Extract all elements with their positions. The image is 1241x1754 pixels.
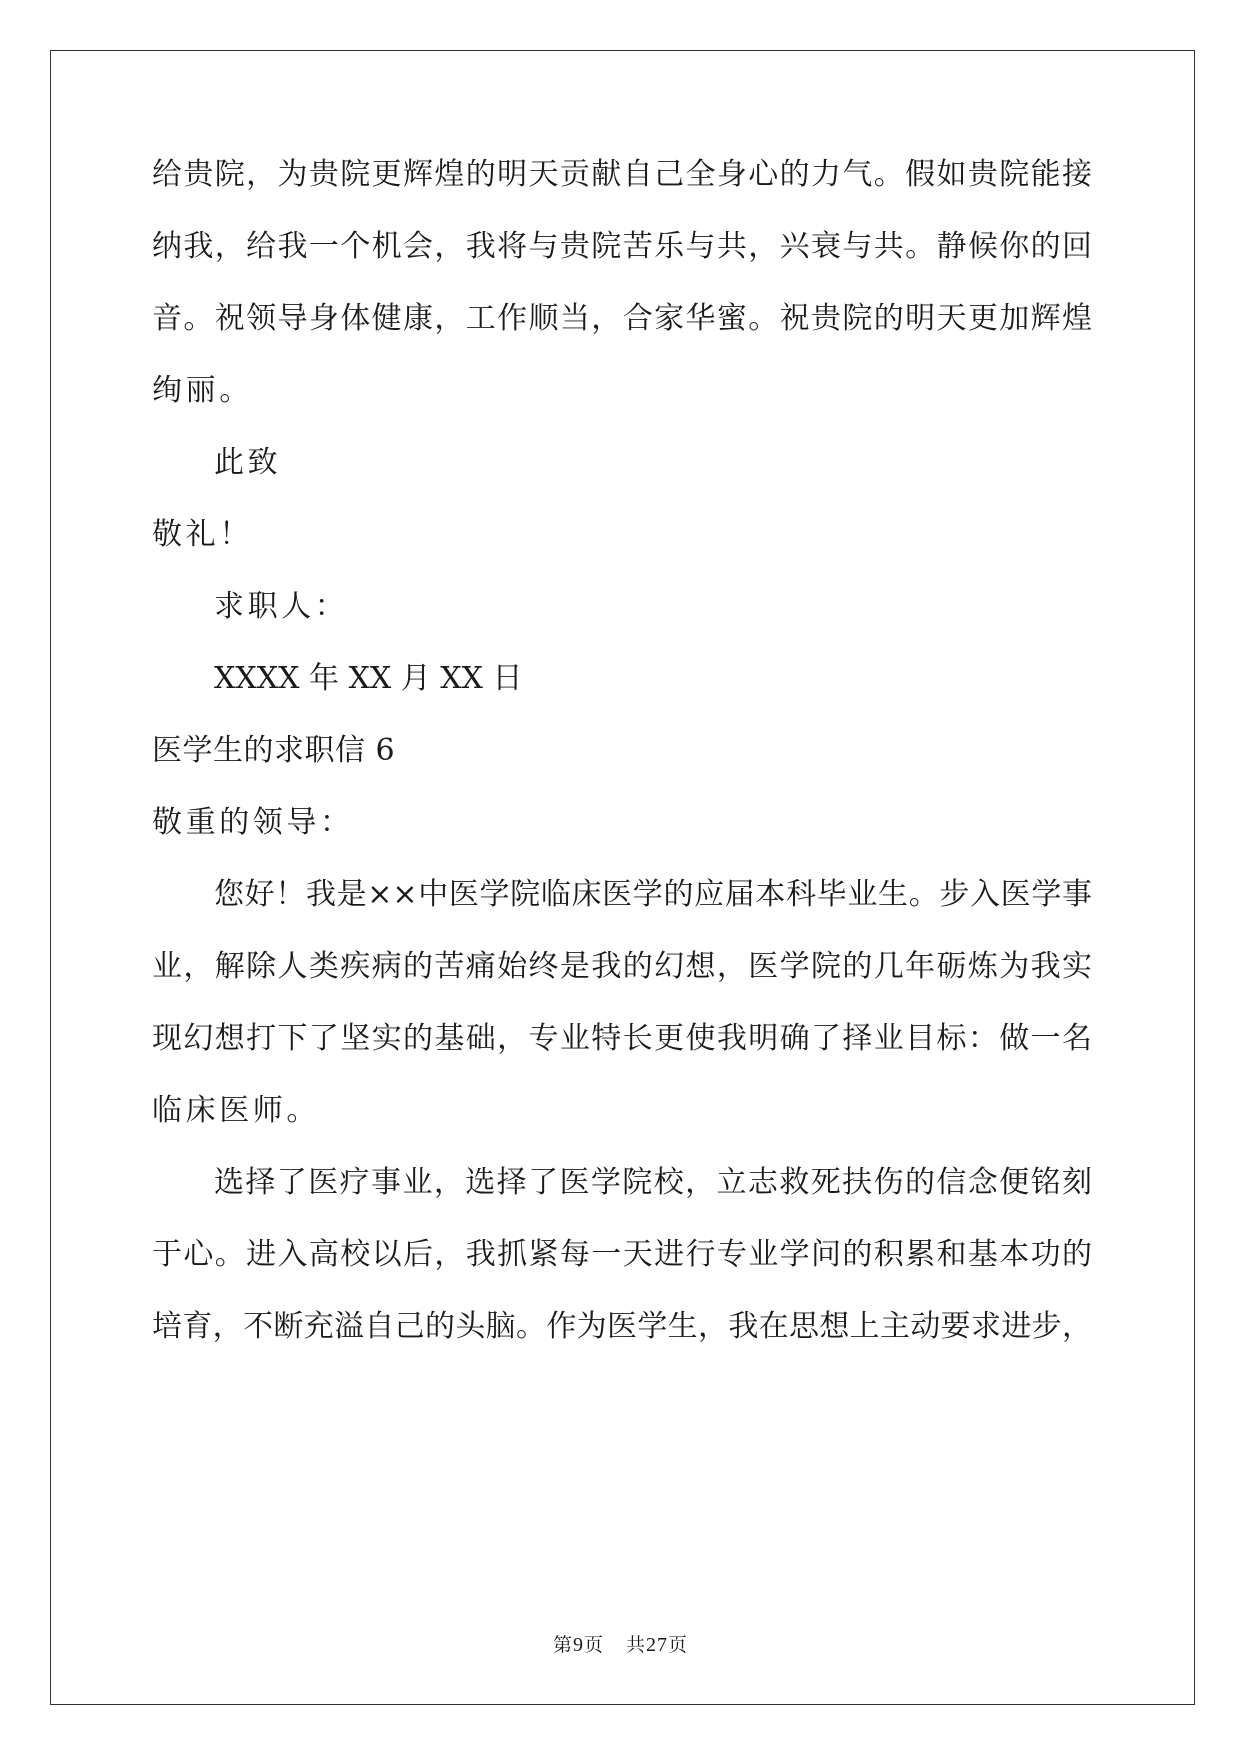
paragraph-line: 绚丽。 (152, 373, 253, 408)
paragraph-line: 选择了医疗事业，选择了医学院校，立志救死扶伤的信念便铭刻 (214, 1165, 1092, 1200)
paragraph-line: 给贵院，为贵院更辉煌的明天贡献自己全身心的力气。假如贵院能接 (152, 157, 1092, 192)
closing-regards: 敬礼！ (152, 517, 253, 552)
paragraph-line: 音。祝领导身体健康，工作顺当，合家华蜜。祝贵院的明天更加辉煌 (152, 301, 1092, 336)
paragraph-line: 业，解除人类疾病的苦痛始终是我的幻想，医学院的几年砺炼为我实 (152, 949, 1092, 984)
page-footer (0, 1630, 1241, 1657)
page-suffix: 页 (583, 1634, 604, 1656)
greeting: 敬重的领导： (152, 805, 354, 840)
applicant-signature: 求职人： (214, 589, 349, 624)
page-current: 9 (572, 1634, 584, 1656)
paragraph-line: 培育，不断充溢自己的头脑。作为医学生，我在思想上主动要求进步， (152, 1309, 1092, 1344)
total-prefix: 共 (626, 1634, 647, 1656)
paragraph-line: 您好！我是××中医学院临床医学的应届本科毕业生。步入医学事 (214, 877, 1092, 912)
paragraph-line: 现幻想打下了坚实的基础，专业特长更使我明确了择业目标：做一名 (152, 1021, 1092, 1056)
letter-date: XXXX 年 XX 月 XX 日 (214, 661, 523, 696)
closing-salutation: 此致 (214, 445, 282, 480)
page-total: 27 (646, 1634, 669, 1656)
paragraph-line: 临床医师。 (152, 1093, 320, 1128)
total-suffix: 页 (668, 1634, 689, 1656)
paragraph-line: 于心。进入高校以后，我抓紧每一天进行专业学问的积累和基本功的 (152, 1237, 1092, 1272)
page-prefix: 第 (552, 1634, 573, 1656)
paragraph-line: 纳我，给我一个机会，我将与贵院苦乐与共，兴衰与共。静候你的回 (152, 229, 1092, 264)
section-title: 医学生的求职信 6 (152, 733, 396, 768)
